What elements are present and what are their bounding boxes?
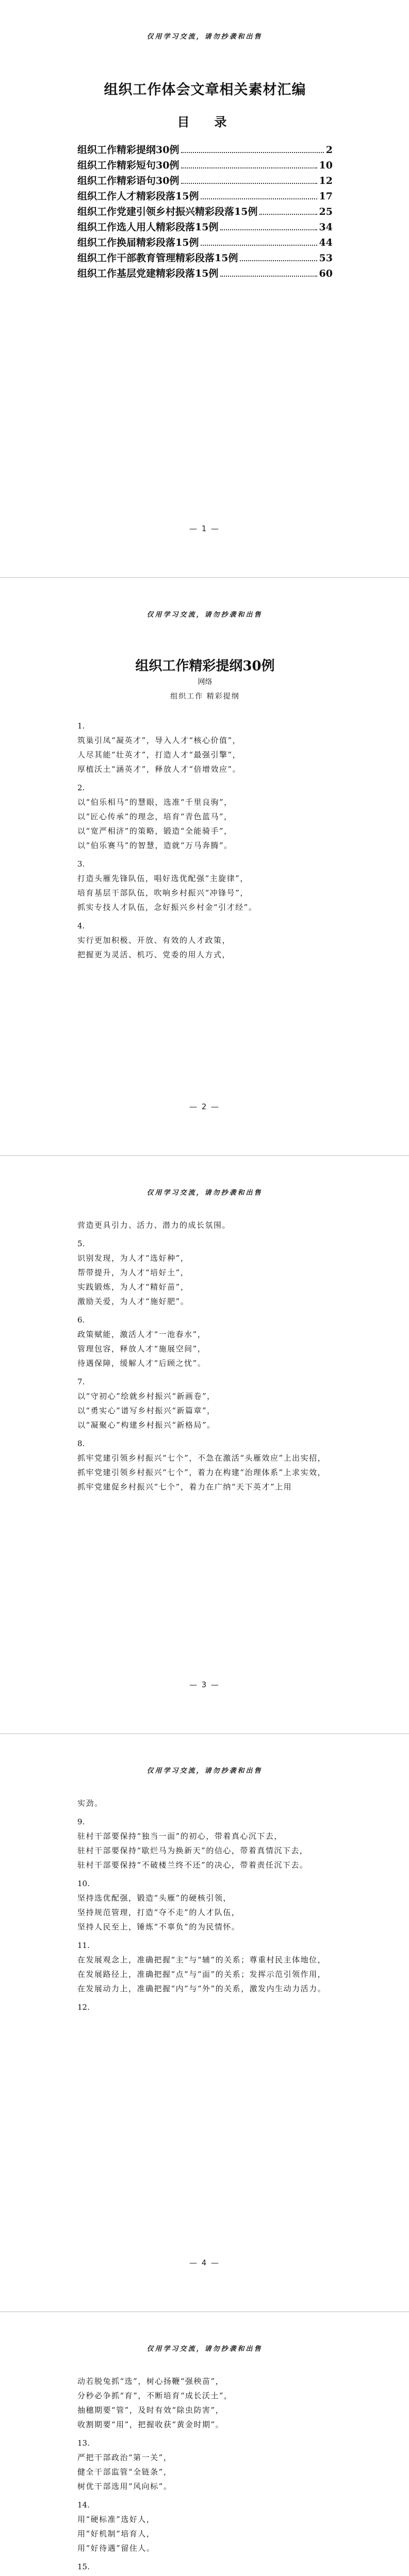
body-line: 在发展动力上，准确把握“内”与“外”的关系，激发内生动力活力。 xyxy=(77,1984,326,1993)
item-number: 5. xyxy=(77,1239,85,1248)
body-line: 驻村干部要保持“不破楼兰终不还”的决心，带着责任沉下去。 xyxy=(77,1860,308,1870)
page-4-content xyxy=(77,1796,333,2014)
item-number: 9. xyxy=(77,1817,85,1826)
toc-item-label: 组织工作选人用人精彩段落15例 xyxy=(77,222,219,233)
page-header: 仅用学习交流，请勿抄袭和出售 xyxy=(146,1189,263,1197)
toc-heading: 目 录 xyxy=(177,114,233,129)
toc-list xyxy=(77,142,333,281)
toc-item-label: 组织工作精彩短句30例 xyxy=(77,160,179,171)
body-line: 以“勇实心”谱写乡村振兴“新篇章”， xyxy=(77,1406,216,1415)
page-number: — 1 — xyxy=(189,524,220,533)
item-number: 13. xyxy=(77,2438,90,2448)
toc-item-label: 组织工作精彩语句30例 xyxy=(77,175,179,187)
body-line: 树优干部选用“风向标”。 xyxy=(77,2482,172,2491)
item-number: 6. xyxy=(77,1315,85,1325)
body-line: 管理包容，释放人才“施展空间”， xyxy=(77,1344,206,1353)
toc-leader-dots xyxy=(181,152,323,153)
body-line: 驻村干部要保持“独当一面”的初心，带着真心沉下去， xyxy=(77,1832,283,1841)
body-line: 以“凝聚心”构建乡村振兴“新格局”。 xyxy=(77,1420,216,1430)
toc-item-page: 10 xyxy=(319,160,333,171)
item-number: 15. xyxy=(77,2562,90,2571)
document-title: 组织工作体会文章相关素材汇编 xyxy=(104,82,306,98)
item-number: 1. xyxy=(77,721,85,731)
toc-leader-dots xyxy=(240,260,317,261)
page-1 xyxy=(0,0,409,577)
item-number: 2. xyxy=(77,783,85,792)
toc-leader-dots xyxy=(259,214,317,215)
page-2 xyxy=(0,578,409,1155)
toc-leader-dots xyxy=(201,198,317,199)
toc-item-page: 60 xyxy=(319,268,333,279)
toc-item-label: 组织工作基层党建精彩段落15例 xyxy=(77,268,219,279)
body-line: 抓牢党建引领乡村振兴“七个”，着力在构建“治理体系”上求实效， xyxy=(77,1468,326,1477)
page-2-content xyxy=(77,640,333,962)
toc-item[interactable] xyxy=(77,235,333,250)
toc-item-page: 53 xyxy=(319,252,333,264)
article-body xyxy=(77,719,333,962)
toc-item[interactable] xyxy=(77,204,333,219)
page-5-content xyxy=(77,2374,333,2576)
toc-leader-dots xyxy=(181,183,317,184)
article-body xyxy=(77,1218,333,1494)
body-line: 以“匠心传承”的理念，培育“青色蓝马”， xyxy=(77,812,233,821)
page-3-content xyxy=(77,1218,333,1494)
body-line: 抓实专技人才队伍，念好振兴乡村金“引才经”。 xyxy=(77,903,257,912)
body-line: 用“好机制”培育人， xyxy=(77,2529,155,2538)
body-line: 动若脱兔抓“选”，树心扬鞭“强秧苗”， xyxy=(77,2377,224,2386)
item-number: 14. xyxy=(77,2500,90,2510)
body-line: 营造更具引力、活力、潜力的成长氛围。 xyxy=(77,1221,231,1230)
toc-leader-dots xyxy=(220,229,317,230)
item-number: 7. xyxy=(77,1377,85,1386)
body-line: 人尽其能“壮英才”，打造人才“最强引擎”， xyxy=(77,750,241,759)
toc-item-page: 17 xyxy=(319,191,333,202)
item-number: 11. xyxy=(77,1941,90,1950)
toc-leader-dots xyxy=(201,245,317,246)
body-line: 厚植沃土“涵英才”，释放人才“倍增效应”。 xyxy=(77,765,241,774)
body-line: 坚持规范管理，打造“夺不走”的人才队伍， xyxy=(77,1908,240,1917)
body-line: 用“好待遇”留住人。 xyxy=(77,2544,155,2553)
body-line xyxy=(77,2574,333,2576)
body-line: 以“守初心”绘就乡村振兴“新画卷”， xyxy=(77,1392,216,1401)
toc-item-page: 44 xyxy=(319,237,333,248)
item-number: 3. xyxy=(77,859,85,869)
toc-item-label: 组织工作精彩提纲30例 xyxy=(77,144,179,156)
toc-item[interactable] xyxy=(77,142,333,158)
toc-item-page: 2 xyxy=(325,144,333,156)
body-line: 抓牢党建促乡村振兴“七个”，着力在广纳“天下英才”上用 xyxy=(77,1482,292,1492)
body-line: 打造头雁先锋队伍，唱好选优配强“主旋律”， xyxy=(77,874,249,883)
item-number: 10. xyxy=(77,1879,90,1888)
toc-item-label: 组织工作党建引领乡村振兴精彩段落15例 xyxy=(77,206,258,217)
article-title: 组织工作精彩提纲30例 xyxy=(135,658,275,674)
page-1-content xyxy=(77,62,333,281)
page-header: 仅用学习交流，请勿抄袭和出售 xyxy=(146,611,263,619)
body-line: 收割期要“用”，把握收获“黄金时期”。 xyxy=(77,2420,224,2429)
body-line: 实行更加积极、开放、有效的人才政策， xyxy=(77,936,231,945)
body-line: 把握更为灵活、机巧、党委的用人方式， xyxy=(77,950,231,959)
toc-item-label: 组织工作干部教育管理精彩段落15例 xyxy=(77,252,238,264)
body-line: 在发展路径上，准确把握“点”与“面”的关系；发挥示范引领作用， xyxy=(77,1970,326,1979)
body-line: 严把干部政治“第一关”， xyxy=(77,2453,172,2462)
article-body xyxy=(77,1796,333,2014)
page-number: — 3 — xyxy=(189,1680,220,1689)
body-line: 抓牢党建引领乡村振兴“七个”，不急在激活“头雁效应”上出实招， xyxy=(77,1453,326,1463)
toc-item[interactable] xyxy=(77,158,333,173)
body-line: 用“硬标准”选好人， xyxy=(77,2515,155,2524)
article-body xyxy=(77,2374,333,2576)
body-line: 坚持人民至上，锤炼“不辜负”的为民情怀。 xyxy=(77,1922,240,1931)
body-line: 待遇保障，缓解人才“后顾之忧”。 xyxy=(77,1359,206,1368)
body-line: 以“伯乐赛马”的智慧，造就“万马奔腾”。 xyxy=(77,841,233,850)
toc-item-label: 组织工作人才精彩段落15例 xyxy=(77,191,199,202)
article-tags: 组织工作 精彩提纲 xyxy=(170,692,240,701)
item-number: 8. xyxy=(77,1439,85,1448)
toc-item-page: 34 xyxy=(319,222,333,233)
toc-item-page: 12 xyxy=(319,175,333,187)
toc-item-page: 25 xyxy=(319,206,333,217)
page-header: 仅用学习交流，请勿抄袭和出售 xyxy=(146,1767,263,1775)
toc-item[interactable] xyxy=(77,266,333,281)
article-source: 网络 xyxy=(198,678,212,686)
toc-leader-dots xyxy=(181,167,317,168)
item-number: 4. xyxy=(77,921,85,930)
page-number: — 4 — xyxy=(189,2258,220,2267)
page-4 xyxy=(0,1734,409,2311)
page-number: — 2 — xyxy=(189,1102,220,1111)
body-line: 健全干部监管“全链条”， xyxy=(77,2467,172,2477)
toc-item[interactable] xyxy=(77,219,333,235)
page-5 xyxy=(0,2312,409,2576)
body-line: 实劲。 xyxy=(77,1799,103,1808)
body-line: 以“宽严相济”的策略，锻造“全能骑手”， xyxy=(77,826,233,836)
body-line: 抽穗期要“管”，及时有效“除虫防害”， xyxy=(77,2405,224,2415)
body-line: 帮带提升，为人才“培好土”， xyxy=(77,1268,189,1277)
toc-item-label: 组织工作换届精彩段落15例 xyxy=(77,237,199,248)
body-line: 政策赋能，激活人才“一池春水”， xyxy=(77,1330,206,1339)
item-number: 12. xyxy=(77,2003,90,2012)
body-line: 培育基层干部队伍，吹响乡村振兴“冲锋号”， xyxy=(77,888,249,897)
body-line: 以“伯乐相马”的慧眼，选准“千里良驹”， xyxy=(77,798,233,807)
body-line: 实践锻炼，为人才“精好苗”， xyxy=(77,1282,189,1292)
body-line: 分秒必争抓“育”，不断培育“成长沃土”， xyxy=(77,2391,233,2400)
toc-item[interactable] xyxy=(77,250,333,266)
body-line: 识别发现，为人才“选好种”， xyxy=(77,1253,189,1263)
page-header: 仅用学习交流，请勿抄袭和出售 xyxy=(146,33,263,41)
page-header: 仅用学习交流，请勿抄袭和出售 xyxy=(146,2345,263,2353)
body-line: 在发展观念上，准确把握“主”与“辅”的关系；尊重村民主体地位， xyxy=(77,1955,326,1964)
toc-leader-dots xyxy=(220,276,317,277)
toc-item[interactable] xyxy=(77,189,333,204)
body-line: 激励关爱，为人才“施好肥”。 xyxy=(77,1297,189,1306)
page-3 xyxy=(0,1156,409,1733)
toc-item[interactable] xyxy=(77,173,333,189)
body-line: 筑巢引凤“凝英才”，导入人才“核心价值”， xyxy=(77,736,241,745)
body-line: 坚持选优配强，锻造“头雁”的硬核引领， xyxy=(77,1893,232,1903)
body-line: 驻村干部要保持“歇烂马为换新天”的信心，带着真情沉下去， xyxy=(77,1846,308,1855)
